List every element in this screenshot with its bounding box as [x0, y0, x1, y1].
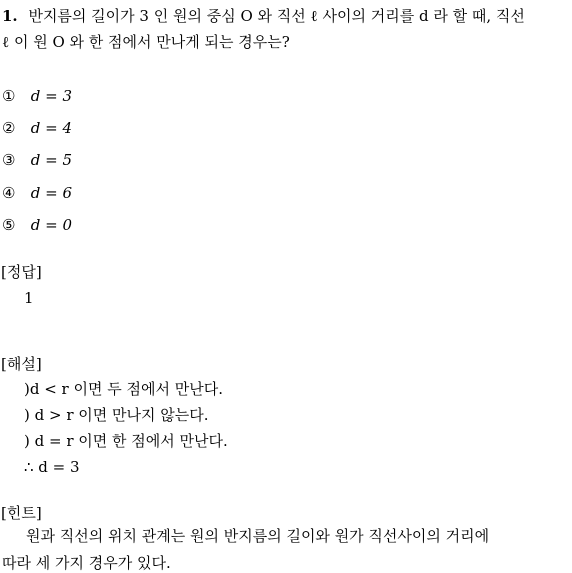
hint-text-line-1: 원과 직선의 위치 관계는 원의 반지름의 길이와 원가 직선사이의 거리에: [26, 527, 490, 545]
option-1-text: d = 3: [30, 87, 73, 105]
answer-label: [정답]: [1, 263, 42, 281]
option-3[interactable]: [2, 150, 72, 170]
option-5-mark: ⑤: [2, 216, 16, 234]
question-text-line-1: 반지름의 길이가 3 인 원의 중심 O 와 직선 ℓ 사이의 거리를 d 라 할 때, 직선: [28, 7, 525, 25]
option-3-text: d = 5: [30, 151, 73, 169]
option-4[interactable]: [2, 183, 72, 203]
option-1-mark: ①: [2, 87, 16, 105]
option-4-mark: ④: [2, 184, 16, 202]
explanation-label: [해설]: [1, 355, 42, 373]
explanation-line-1: )d < r 이면 두 점에서 만난다.: [24, 380, 223, 398]
explanation-line-3: ) d = r 이면 한 점에서 만난다.: [24, 432, 228, 450]
option-2-text: d = 4: [30, 119, 73, 137]
option-5-text: d = 0: [30, 216, 73, 234]
option-1[interactable]: [2, 86, 72, 106]
explanation-conclusion: ∴ d = 3: [24, 458, 80, 476]
question-line-1: [2, 6, 525, 26]
explanation-line-2: ) d > r 이면 만나지 않는다.: [24, 406, 209, 424]
option-2[interactable]: [2, 118, 72, 138]
option-5[interactable]: [2, 215, 72, 235]
question-number: 1.: [2, 7, 18, 25]
option-2-mark: ②: [2, 119, 16, 137]
option-3-mark: ③: [2, 151, 16, 169]
answer-value: 1: [24, 289, 34, 307]
question-text-line-2: ℓ 이 원 O 와 한 점에서 만나게 되는 경우는?: [2, 33, 290, 51]
hint-text-line-2: 따라 세 가지 경우가 있다.: [2, 554, 171, 572]
hint-label: [힌트]: [1, 504, 42, 522]
option-4-text: d = 6: [30, 184, 73, 202]
